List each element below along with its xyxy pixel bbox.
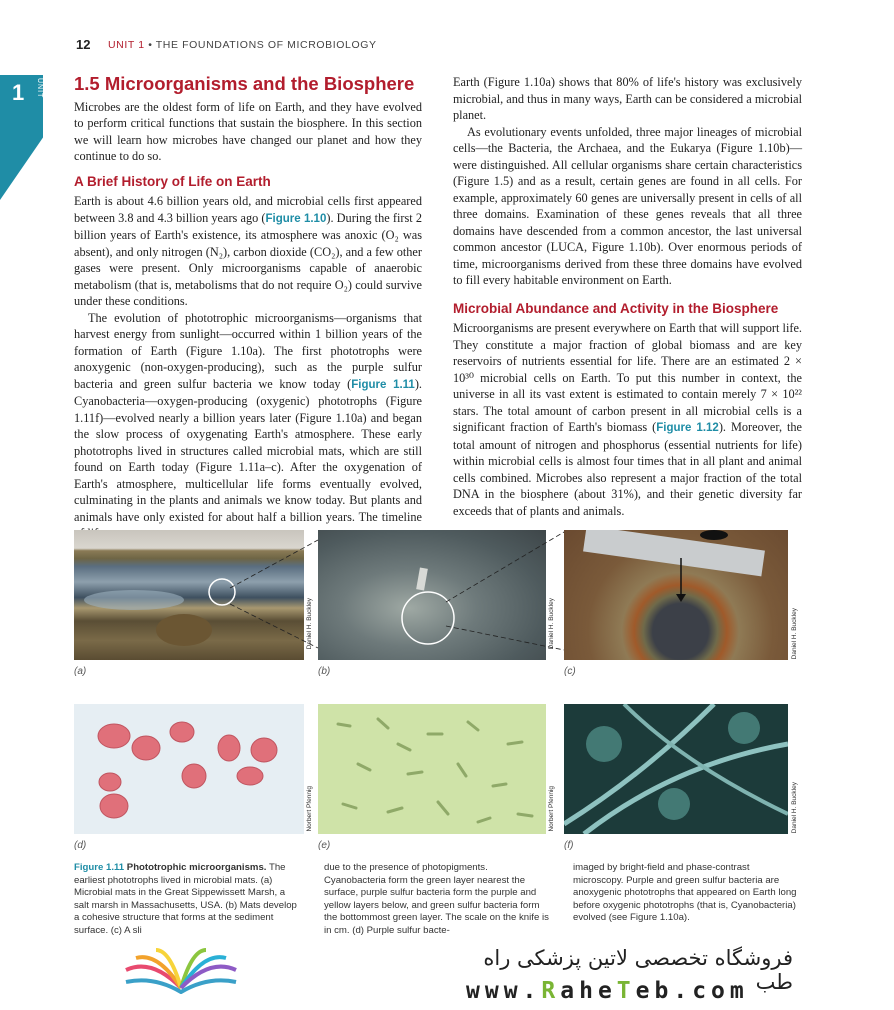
panel-label-a: (a) <box>74 666 87 677</box>
page-number: 12 <box>76 37 91 52</box>
figure-caption-col1 <box>74 862 302 942</box>
caption-figure-number: Figure 1.11 <box>74 862 125 873</box>
paragraph-text: Microorganisms are present everywhere on Earth that will support life. They constitute a major fraction of global biomass and are key reservoirs of nutrients essential for life. There are an estimated 2 × 10³⁰ microbial cells on Earth. To put this number in context, the universe in all its vast extent is estimated to contain merely 7 × 10²² stars. The total amount of carbon present in all microbial cells is a significant fraction of Earth's biomass ( <box>453 321 802 434</box>
figure-caption-col3: imaged by bright-field and phase-contrast microscopy. Purple and green sulfur bacteria are anoxygenic phototrophs that appeared on Earth long before oxygenic phototrophs (that is, Cyanobacteria) evolved (see Figure 1.10a). <box>573 862 797 924</box>
photo-credit-e: Norbert Pfennig <box>306 786 313 832</box>
photo-credit-f-right: Daniel H. Buckley <box>791 782 798 834</box>
running-head-bullet: • <box>144 39 156 51</box>
panel-label-e: (e) <box>318 840 331 851</box>
watermark-persian-text: فروشگاه تخصصی لاتین پزشکی راه طب <box>483 946 793 994</box>
panel-label-b: (b) <box>318 666 331 677</box>
paragraph-text: ). Cyanobacteria—oxygen-producing (oxygenic) phototrophs (Figure 1.11f)—evolved nearly a billion years later (Figure 1.10a) and began the slow process of oxygenating Earth's atmosphere. These early phototrophs lived in structures called microbial mats, which are still found on Earth today (Figure 1.11a–c). After the oxygenation of Earth's atmosphere, multicellular life forms eventually evolved, culminating in the plants and animals we know today. But plants and animals have only existed for about half a billion years. The timeline <box>74 376 422 524</box>
paragraph-text: Earth is about 4.6 billion years old, and microbial cells first appeared between 3.8 and 4.3 billion years ago ( <box>74 194 422 225</box>
subhead-brief-history: A Brief History of Life on Earth <box>74 173 271 189</box>
unit-tab-word: UNIT <box>36 78 43 99</box>
unit-label: UNIT 1 <box>108 39 145 51</box>
paragraph-text: ). Moreover, the total amount of nitrogen and phosphorus (essential nutrients for life) within microbial cells is almost four times that in all plant and animal cells combined. Microbes also represent a major fraction of the total DNA in the biosphere (about 31%), and their genetic diversity far exceeds that of plants and animals. <box>453 420 803 518</box>
caption-title: Phototrophic microorganisms. <box>126 862 267 873</box>
photo-credit-c: Daniel H. Buckley <box>548 598 555 650</box>
figure-link[interactable]: Figure 1.12 <box>656 422 719 434</box>
photo-credit-b: Daniel H. Buckley <box>306 598 313 650</box>
paragraph-text: ). During the first 2 billion years of Earth's existence, its atmosphere was anoxic (O₂ was absent), and only nitrogen (N₂), carbon dioxide (CO₂), and a few other gases were present. Only microorganisms capable of anaerobic metabolism (that is, metabolisms that do not require O₂) could survive under these conditions. <box>74 210 422 308</box>
panel-label-f: (f) <box>564 840 574 851</box>
figure-link[interactable]: Figure 1.10 <box>265 212 327 225</box>
url-part: eb <box>635 978 674 1004</box>
section-intro: Microbes are the oldest form of life on Earth, and they have evolved to perform critical functions that sustain the biosphere. In this section we will learn how microbes have changed our planet and how they continue to do so. <box>74 99 422 163</box>
photo-credit-f: Norbert Pfennig <box>548 786 555 832</box>
paragraph-continued: Earth (Figure 1.10a) shows that 80% of life's history was exclusively microbial, and thus in many ways, Earth can be considered a microbial planet. <box>453 75 802 122</box>
panel-label-c: (c) <box>564 666 576 677</box>
url-part: www. <box>466 978 542 1004</box>
photo-credit-d: Daniel H. Buckley <box>791 608 798 660</box>
watermark-url[interactable] <box>466 978 749 1004</box>
url-accent-t: T <box>616 978 636 1004</box>
book-section-title: THE FOUNDATIONS OF MICROBIOLOGY <box>155 39 377 51</box>
url-accent-r: R <box>541 978 561 1004</box>
book-logo-icon <box>122 948 240 994</box>
subhead-abundance: Microbial Abundance and Activity in the Biosphere <box>453 300 779 316</box>
caption-text: The earliest phototrophs lived in microbial mats. (a) Microbial mats in the Great Sippewissett Marsh, a salt marsh in Massachusetts, USA. (b) Mats develop a cohesive structure that forms at the sediment surface. (c) A sli <box>74 862 297 936</box>
paragraph-text: The evolution of phototrophic microorganisms—organisms that harvest energy from sunlight—occurred within 1 billion years of the formation of Earth (Figure 1.10a). The first phototrophs were anoxygenic (non-oxygen-producing), such as the purple sulfur bacteria and green sulfur bacteria we know today ( <box>74 310 422 391</box>
section-title: 1.5 Microorganisms and the Biosphere <box>74 73 415 94</box>
panel-label-d: (d) <box>74 840 87 851</box>
unit-tab-number: 1 <box>12 80 25 105</box>
figure-caption-col2: due to the presence of photopigments. Cyanobacteria form the green layer nearest the surface, purple sulfur bacteria form the purple and yellow layers below, and green sulfur bacteria form the bottommost green layer. The scale on the knife is in cm. (d) Purple sulfur bacte- <box>324 862 549 936</box>
paragraph-lineages: As evolutionary events unfolded, three major lineages of microbial cells—the Bacteria, the Archaea, and the Eukarya (Figure 1.10b)—were distinguished. All cellular organisms share certain characteristics (Figure 1.5) and as a result, certain genes are found in all cells. For example, approximately 60 genes are universally present in cells of all three domains. Examination of these genes reveals that all three domains have descended from a common ancestor, the last universal common ancestor (LUCA, Figure 1.10b). Over enormous periods of time, microorganisms derived from these three domains have evolved to fill every habitable environment on Earth. <box>453 124 802 287</box>
figure-link[interactable]: Figure 1.11 <box>351 378 415 391</box>
url-part: ahe <box>560 978 617 1004</box>
url-part: .com <box>673 978 749 1004</box>
